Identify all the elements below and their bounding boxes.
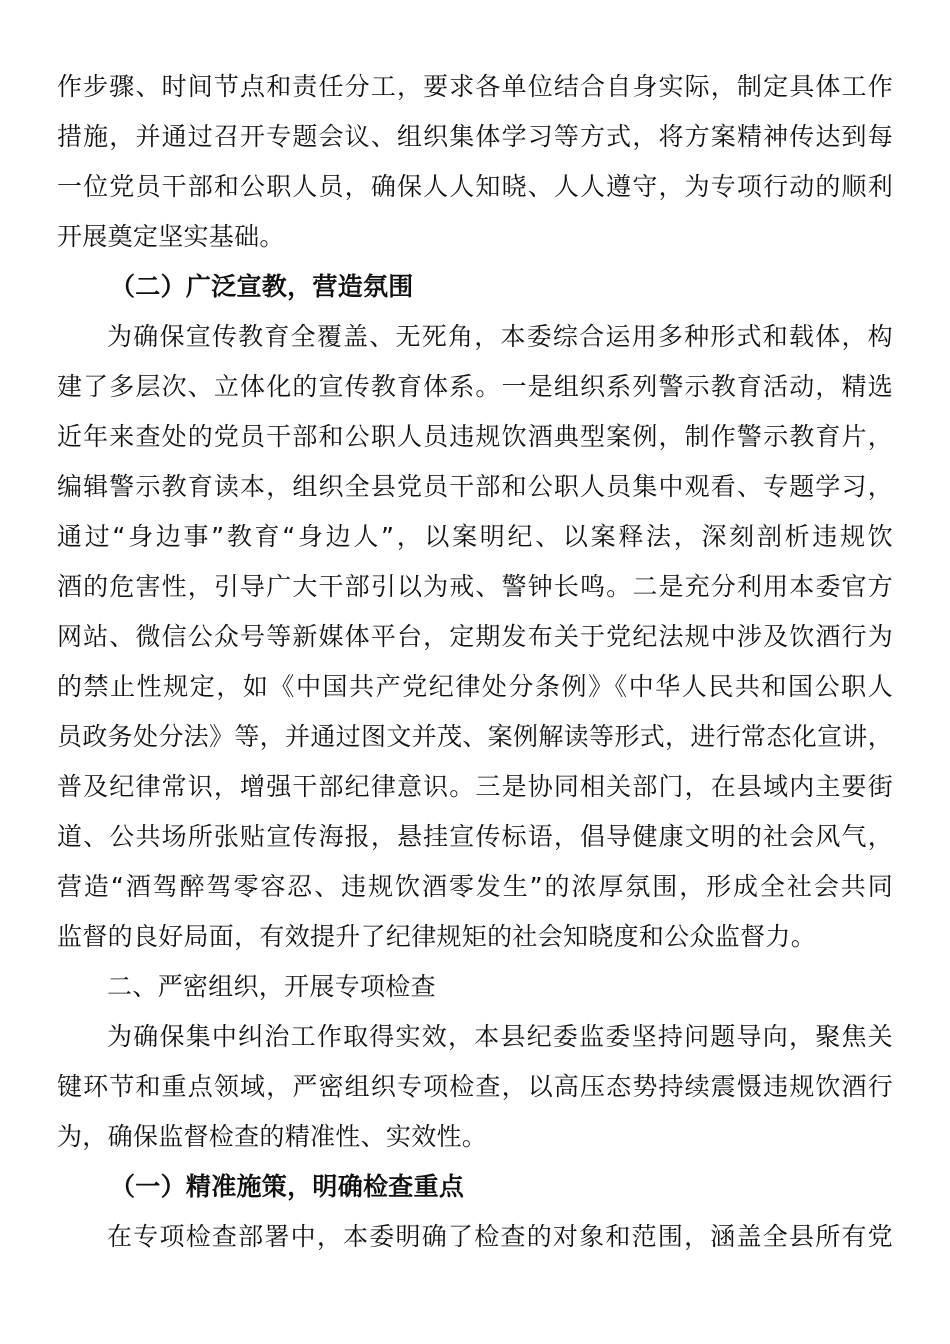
paragraph-line: 道、公共场所张贴宣传海报，悬挂宣传标语，倡导健康文明的社会风气， (57, 822, 893, 851)
paragraph-line: 的禁止性规定，如《中国共产党纪律处分条例》《中华人民共和国公职人 (57, 672, 893, 701)
paragraph-line: 一位党员干部和公职人员，确保人人知晓、人人遵守，为专项行动的顺利 (57, 172, 893, 201)
paragraph-line: 通过“身边事”教育“身边人”，以案明纪、以案释法，深刻剖析违规饮 (57, 522, 893, 551)
paragraph-line: 开展奠定坚实基础。 (57, 222, 285, 251)
subsection-heading: （一）精准施策，明确检查重点 (110, 1172, 465, 1201)
paragraph-line: 监督的良好局面，有效提升了纪律规矩的社会知晓度和公众监督力。 (57, 922, 817, 951)
subsection-heading: （二）广泛宣教，营造氛围 (110, 272, 414, 301)
paragraph-first-line: 在专项检查部署中，本委明确了检查的对象和范围，涵盖全县所有党 (107, 1222, 893, 1251)
paragraph-line: 编辑警示教育读本，组织全县党员干部和公职人员集中观看、专题学习， (57, 472, 893, 501)
section-heading: 二、严密组织，开展专项检查 (107, 972, 436, 1001)
paragraph-line: 为，确保监督检查的精准性、实效性。 (57, 1122, 488, 1151)
paragraph-line: 近年来查处的党员干部和公职人员违规饮酒典型案例，制作警示教育片， (57, 422, 893, 451)
paragraph-line: 作步骤、时间节点和责任分工，要求各单位结合自身实际，制定具体工作 (57, 72, 893, 101)
paragraph-line: 员政务处分法》等，并通过图文并茂、案例解读等形式，进行常态化宣讲， (57, 722, 893, 751)
paragraph-line: 营造“酒驾醉驾零容忍、违规饮酒零发生”的浓厚氛围，形成全社会共同 (57, 872, 893, 901)
paragraph-line: 普及纪律常识，增强干部纪律意识。三是协同相关部门，在县域内主要街 (57, 772, 893, 801)
paragraph-line: 网站、微信公众号等新媒体平台，定期发布关于党纪法规中涉及饮酒行为 (57, 622, 893, 651)
paragraph-line: 酒的危害性，引导广大干部引以为戒、警钟长鸣。二是充分利用本委官方 (57, 572, 893, 601)
paragraph-first-line: 为确保集中纠治工作取得实效，本县纪委监委坚持问题导向，聚焦关 (107, 1022, 893, 1051)
paragraph-line: 键环节和重点领域，严密组织专项检查，以高压态势持续震慑违规饮酒行 (57, 1072, 893, 1101)
paragraph-line: 措施，并通过召开专题会议、组织集体学习等方式，将方案精神传达到每 (57, 122, 893, 151)
paragraph-line: 建了多层次、立体化的宣传教育体系。一是组织系列警示教育活动，精选 (57, 372, 893, 401)
paragraph-first-line: 为确保宣传教育全覆盖、无死角，本委综合运用多种形式和载体，构 (107, 322, 893, 351)
